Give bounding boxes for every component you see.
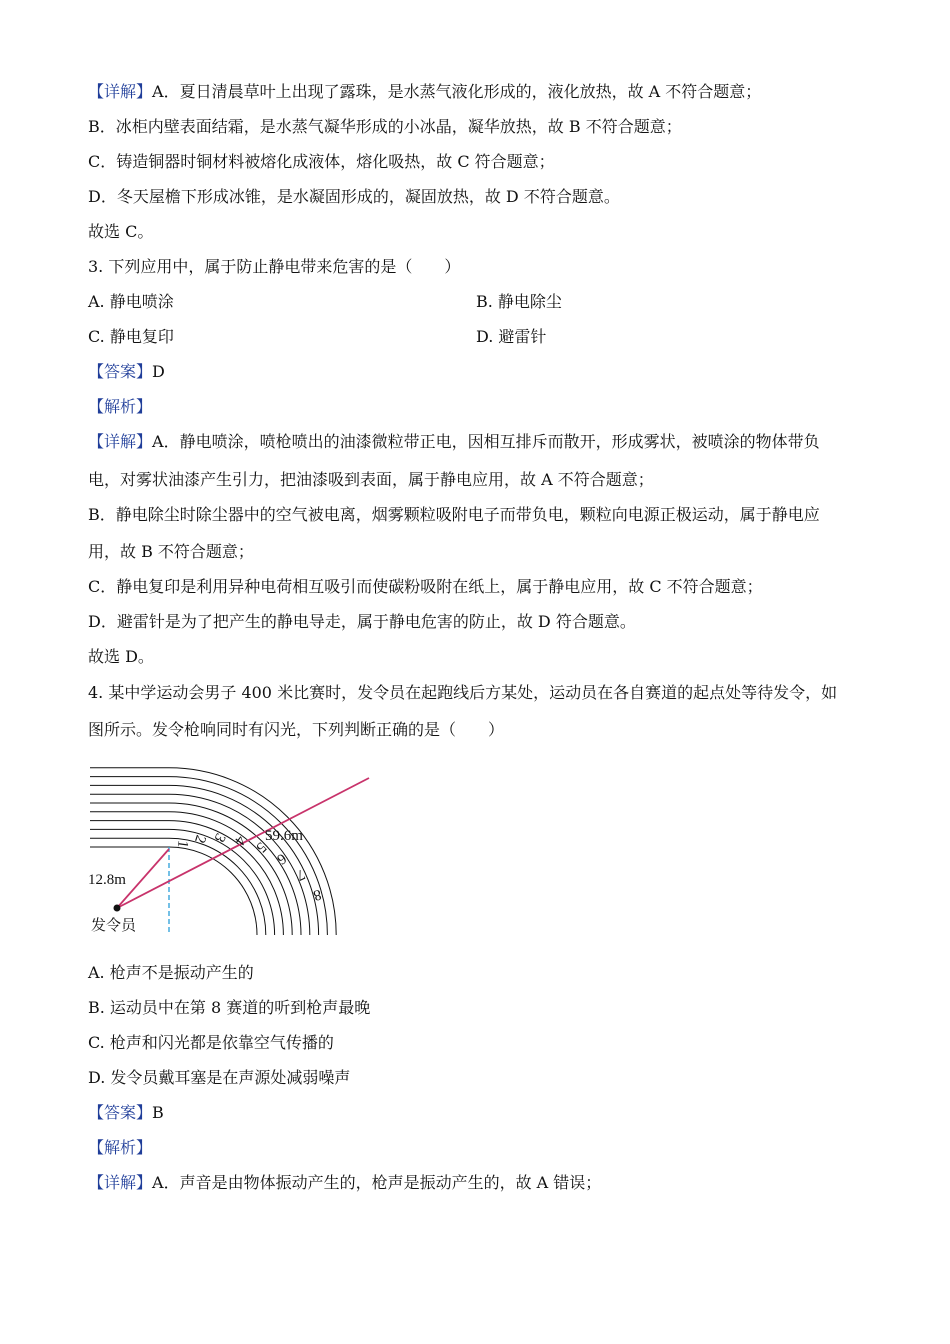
q4-detail-line-1: 【详解】A．声音是由物体振动产生的，枪声是振动产生的，故 A 错误； [88, 1173, 602, 1192]
lane-number-3: 3 [210, 830, 229, 845]
q4-option-a: A. 枪声不是振动产生的 [88, 963, 254, 982]
q4-analysis-label: 【解析】 [88, 1138, 153, 1157]
lane-number-7: 7 [293, 865, 308, 884]
track-figure [85, 750, 390, 940]
distance-label-far: 59.6m [265, 828, 303, 844]
q3-option-b: B. 静电除尘 [476, 292, 562, 311]
q4-option-d: D. 发令员戴耳塞是在声源处减弱噪声 [88, 1068, 351, 1087]
q2-detail-line-1: 【详解】A．夏日清晨草叶上出现了露珠，是水蒸气液化形成的，液化放热，故 A 不符合题意； [88, 82, 762, 101]
q2-detail-line-3: C．铸造铜器时铜材料被熔化成液体，熔化吸热，故 C 符合题意； [88, 152, 555, 171]
starter-label: 发令员 [91, 918, 137, 934]
q4-answer: 【答案】B [88, 1103, 164, 1122]
q4-option-b: B. 运动员中在第 8 赛道的听到枪声最晚 [88, 998, 371, 1017]
detail-label: 【详解】 [88, 82, 153, 101]
q3-option-c: C. 静电复印 [88, 327, 174, 346]
q3-analysis-label: 【解析】 [88, 397, 153, 416]
q3-detail-line-4: 用，故 B 不符合题意； [88, 542, 254, 561]
starter-position-dot [114, 905, 121, 912]
q2-detail-line-2: B．冰柜内壁表面结霜，是水蒸气凝华形成的小冰晶，凝华放热，故 B 不符合题意； [88, 117, 682, 136]
q2-detail-line-4: D．冬天屋檐下形成冰锥，是水凝固形成的，凝固放热，故 D 不符合题意。 [88, 187, 620, 206]
q3-answer: 【答案】D [88, 362, 165, 381]
q3-detail-line-2: 电，对雾状油漆产生引力，把油漆吸到表面，属于静电应用，故 A 不符合题意； [88, 470, 654, 489]
q4-option-c: C. 枪声和闪光都是依靠空气传播的 [88, 1033, 334, 1052]
answer-label: 【答案】 [88, 1103, 153, 1122]
q4-stem-line-1: 4. 某中学运动会男子 400 米比赛时，发令员在起跑线后方某处，运动员在各自赛道的起点处等待发令，如 [88, 683, 838, 702]
detail-label: 【详解】 [88, 432, 153, 451]
q3-stem: 3. 下列应用中，属于防止静电带来危害的是（ ） [88, 257, 461, 276]
detail-label: 【详解】 [88, 1173, 153, 1192]
q3-detail-line-6: D．避雷针是为了把产生的静电导走，属于静电危害的防止，故 D 符合题意。 [88, 612, 636, 631]
q3-detail-line-5: C．静电复印是利用异种电荷相互吸引而使碳粉吸附在纸上，属于静电应用，故 C 不符合题意； [88, 577, 763, 596]
lane-number-8: 8 [311, 885, 323, 904]
q3-detail-line-3: B．静电除尘时除尘器中的空气被电离，烟雾颗粒吸附电子而带负电，颗粒向电源正极运动，属于静电应 [88, 505, 820, 524]
distance-label-near: 12.8m [88, 872, 126, 888]
lane-number-5: 5 [252, 838, 270, 856]
q3-conclusion: 故选 D。 [88, 647, 154, 666]
q4-stem-line-2: 图所示。发令枪响同时有闪光，下列判断正确的是（ ） [88, 720, 505, 739]
lane-number-4: 4 [231, 832, 249, 848]
q2-conclusion: 故选 C。 [88, 222, 154, 241]
q3-detail-line-1: 【详解】A．静电喷涂，喷枪喷出的油漆微粒带正电，因相互排斥而散开，形成雾状，被喷涂的物体带负 [88, 432, 820, 451]
q3-option-a: A. 静电喷涂 [88, 292, 174, 311]
q3-option-d: D. 避雷针 [476, 327, 547, 346]
track-lanes [90, 768, 336, 935]
lane-number-1: 1 [173, 839, 191, 849]
lane-line [90, 768, 336, 935]
lane-number-2: 2 [191, 833, 209, 846]
answer-label: 【答案】 [88, 362, 153, 381]
lane-number-6: 6 [273, 849, 290, 868]
